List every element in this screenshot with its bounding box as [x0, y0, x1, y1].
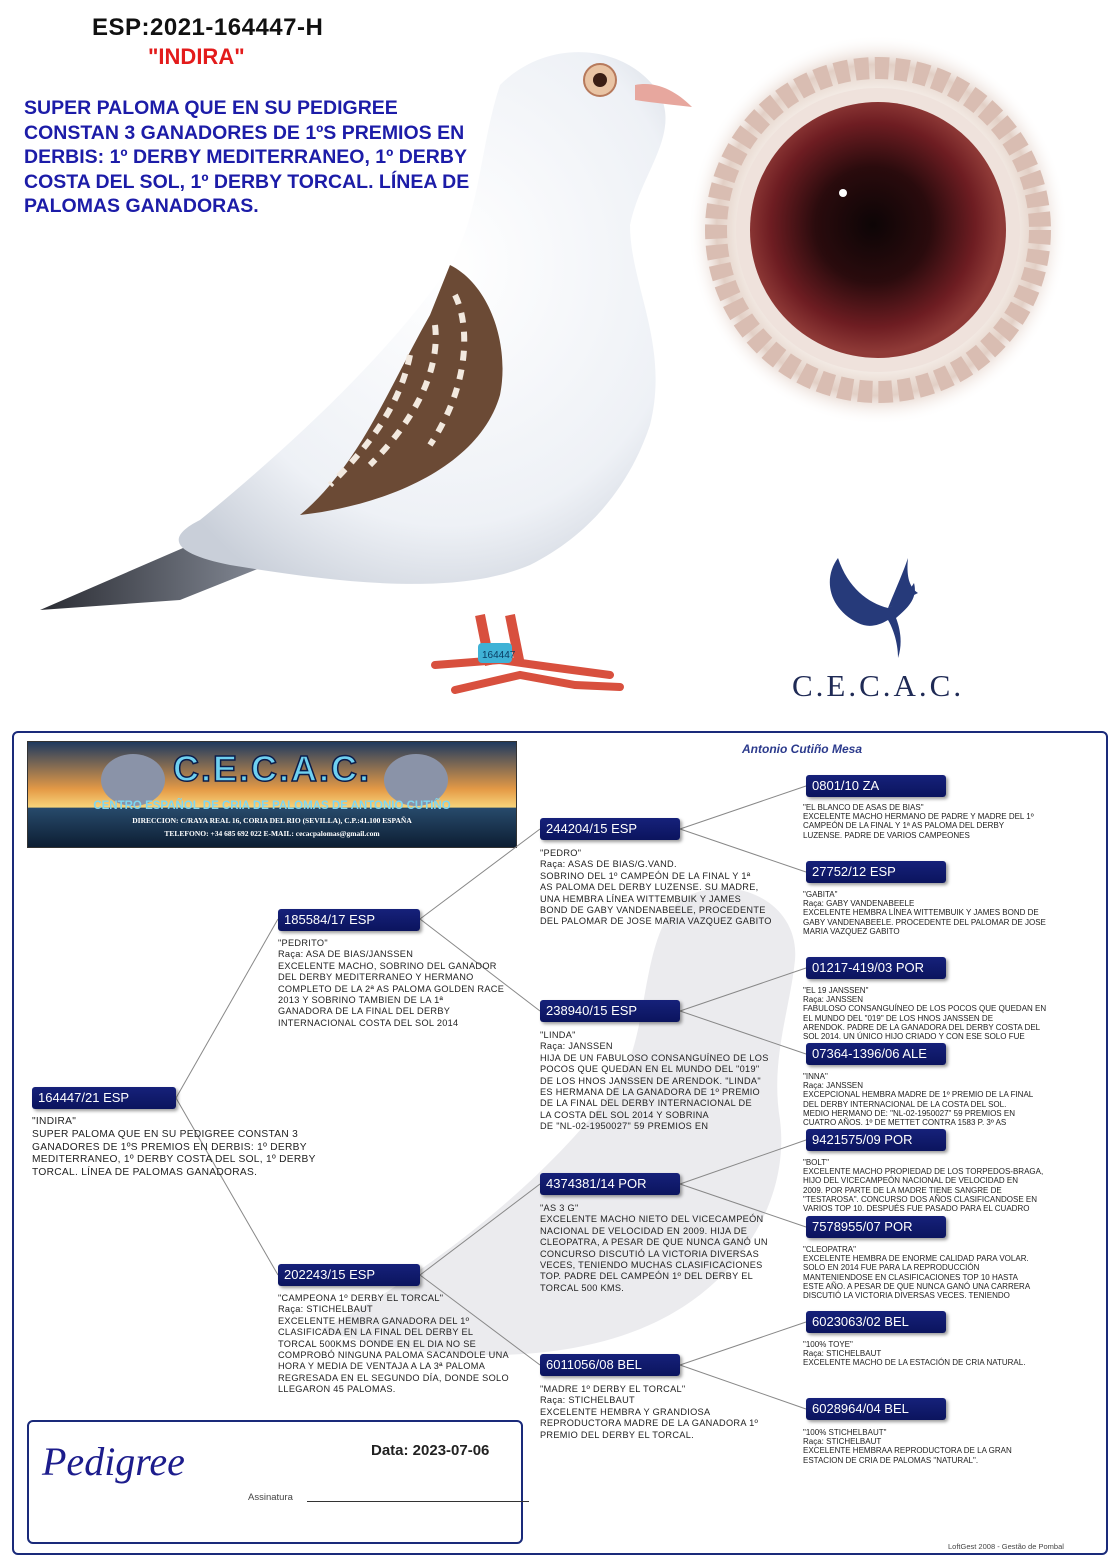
dds-info: "100% TOYE" Raça: STICHELBAUT EXCELENTE MACHO DE LA ESTACIÓN DE CRIA NATURAL.	[803, 1340, 1026, 1368]
banner-title: C.E.C.A.C.	[172, 748, 371, 789]
pigeon-name: "INDIRA"	[148, 44, 245, 69]
software-credit: LoftGest 2008 - Gestão de Pombal	[948, 1542, 1064, 1551]
leg-ring-label: 164447	[482, 650, 516, 661]
dam-sire-info: "AS 3 G" EXCELENTE MACHO NIETO DEL VICECAMPEÓN NACIONAL DE VELOCIDAD EN 2009. HIJA DE CLEOPATRA, A PESAR DE QUE NUNCA GANÓ UN CONCURSO DISCUTIÓ LA VICTORIA DIVERSAS VECES, TENIENDO MUCHAS CLASIFICACIONES TOP. PADRE DEL CAMPEÓN 1º DEL DERBY EL TORCAL 500 KMS.	[540, 1203, 768, 1293]
ddd-ring[interactable]: 6028964/04 BEL	[806, 1398, 946, 1420]
banner-subtitle: CENTRO ESPAÑOL DE CRIA DE PALOMAS DE ANTONIO CUTIÑO	[93, 800, 451, 812]
sire-sire-ring[interactable]: 244204/15 ESP	[540, 818, 680, 840]
dam-ring[interactable]: 202243/15 ESP	[278, 1264, 420, 1286]
sdd-info: "INNA" Raça: JANSSEN EXCEPCIONAL HEMBRA MADRE DE 1º PREMIO DE LA FINAL DEL DERBY INTERNACIONAL DE LA COSTA DEL SOL. MEDIO HERMANO DE: "NL-02-1950027" 59 PREMIOS EN CUATRO AÑOS. 1º DE METTET CONTRA 1583 P. 3º AS	[803, 1072, 1034, 1128]
sire-dam-info: "LINDA" Raça: JANSSEN HIJA DE UN FABULOSO CONSANGUÍNEO DE LOS POCOS QUE QUEDAN EN EL MUNDO DEL "019" DE LOS HNOS JANSSEN DE ARENDOK. "LINDA" ES HERMANA DE LA GANADORA DE 1º PREMIO DE LA FINAL DEL DERBY INTERNACIONAL DE LA COSTA DEL SOL 2014 Y SOBRINA DE "NL-02-1950027" 59 PREMIOS EN	[540, 1030, 769, 1132]
banner-address: DIRECCION: C/RAYA REAL 16, CORIA DEL RIO (SEVILLA), C.P.:41.100 ESPAÑA	[132, 816, 412, 825]
ddd-info: "100% STICHELBAUT" Raça: STICHELBAUT EXCELENTE HEMBRAA REPRODUCTORA DE LA GRAN ESTACION DE CRIA DE PALOMAS "NATURAL".	[803, 1428, 1012, 1465]
pedigree-date: Data: 2023-07-06	[371, 1442, 490, 1459]
sire-dam-ring[interactable]: 238940/15 ESP	[540, 1000, 680, 1022]
sire-sire-info: "PEDRO" Raça: ASAS DE BIAS/G.VAND. SOBRINO DEL 1º CAMPEÓN DE LA FINAL Y 1ª AS PALOMA DEL DERBY LUZENSE. SU MADRE, UNA HEMBRA LÍNEA WITTEMBUIK Y JAMES BOND DE GABY VANDENABEELE, PROCEDENTE DEL PALOMAR DE JOSE MARIA VAZQUEZ GABITO	[540, 848, 772, 927]
dam-sire-ring[interactable]: 4374381/14 POR	[540, 1173, 680, 1195]
sdd-ring[interactable]: 07364-1396/06 ALE	[806, 1043, 946, 1065]
dam-info: "CAMPEONA 1º DERBY EL TORCAL" Raça: STICHELBAUT EXCELENTE HEMBRA GANADORA DEL 1º CLASIFICADA EN LA FINAL DEL DERBY EL TORCAL 500KMS DONDE EN EL DIA NO SE COMPROBÓ NINGUNA PALOMA SACANDOLE UNA HORA Y MEDIA DE VENTAJA A LA 3ª PALOMA REGRESADA EN EL SEGUNDO DÍA, DONDE SOLO LLEGARON 45 PALOMAS.	[278, 1293, 509, 1395]
banner-contact: TELEFONO: +34 685 692 022 E-MAIL: cecacpalomas@gmail.com	[164, 829, 380, 838]
dsd-info: "CLEOPATRA" EXCELENTE HEMBRA DE ENORME CALIDAD PARA VOLAR. SOLO EN 2014 FUE PARA LA REPRODUCCIÓN MANTENIENDOSE EN CLASIFICACIONES TOP 10 HASTA ESTE AÑO. A PESAR DE QUE NUNCA GANÓ UNA CARRERA DISCUTIÓ LA VICTORIA DIVERSAS VECES. TENIENDO	[803, 1245, 1031, 1301]
sds-ring[interactable]: 01217-419/03 POR	[806, 957, 946, 979]
owner-name: Antonio Cutiño Mesa	[742, 742, 862, 756]
ring-id-title: ESP:2021-164447-H	[92, 14, 324, 41]
dam-dam-ring[interactable]: 6011056/08 BEL	[540, 1354, 680, 1376]
ssd-ring[interactable]: 27752/12 ESP	[806, 861, 946, 883]
sire-info: "PEDRITO" Raça: ASA DE BIAS/JANSSEN EXCELENTE MACHO, SOBRINO DEL GANADOR DEL DERBY MEDITERRANEO Y HERMANO COMPLETO DE LA 2ª AS PALOMA GOLDEN RACE 2013 Y SOBRINO TAMBIEN DE LA 1ª GANADORA DE LA FINAL DEL DERBY INTERNACIONAL COSTA DEL SOL 2014	[278, 938, 505, 1028]
pedigree-script-title: Pedigree	[42, 1439, 185, 1484]
pigeon-description: SUPER PALOMA QUE EN SU PEDIGREE CONSTAN 3 GANADORES DE 1ºS PREMIOS EN DERBIS: 1º DERBY MEDITERRANEO, 1º DERBY COSTA DEL SOL, 1º DERBY TORCAL. LÍNEA DE PALOMAS GANADORAS.	[24, 97, 470, 217]
dds-ring[interactable]: 6023063/02 BEL	[806, 1311, 946, 1333]
signature-line[interactable]	[307, 1500, 529, 1502]
ssd-info: "GABITA" Raça: GABY VANDENABEELE EXCELENTE HEMBRA LÍNEA WITTEMBUIK Y JAMES BOND DE GABY VANDENABEELE. PROCEDENTE DEL PALOMAR DE JOSE MARIA VAZQUEZ GABITO	[803, 890, 1046, 936]
sire-ring[interactable]: 185584/17 ESP	[278, 909, 420, 931]
cecac-logo-text: C.E.C.A.C.	[792, 668, 965, 703]
subject-info: "INDIRA" SUPER PALOMA QUE EN SU PEDIGREE CONSTAN 3 GANADORES DE 1ºS PREMIOS EN DERBIS: 1º DERBY MEDITERRANEO, 1º DERBY COSTA DEL SOL, 1º DERBY TORCAL. LÍNEA DE PALOMAS GANADORAS.	[32, 1116, 316, 1179]
dss-ring[interactable]: 9421575/09 POR	[806, 1129, 946, 1151]
subject-ring[interactable]: 164447/21 ESP	[32, 1087, 176, 1109]
sss-info: "EL BLANCO DE ASAS DE BIAS" EXCELENTE MACHO HERMANO DE PADRE Y MADRE DEL 1º CAMPEÓN DE LA FINAL Y 1ª AS PALOMA DEL DERBY LUZENSE. PADRE DE VARIOS CAMPEONES	[803, 803, 1034, 840]
sss-ring[interactable]: 0801/10 ZA	[806, 775, 946, 797]
dam-dam-info: "MADRE 1º DERBY EL TORCAL" Raça: STICHELBAUT EXCELENTE HEMBRA Y GRANDIOSA REPRODUCTORA MADRE DE LA GANADORA 1º PREMIO DEL DERBY EL TORCAL.	[540, 1384, 759, 1440]
dsd-ring[interactable]: 7578955/07 POR	[806, 1216, 946, 1238]
sds-info: "EL 19 JANSSEN" Raça: JANSSEN FABULOSO CONSANGUÍNEO DE LOS POCOS QUE QUEDAN EN EL MUNDO DEL "019" DE LOS HNOS JANSSEN DE ARENDOK. PADRE DE LA GANADORA DEL DERBY COSTA DEL SOL 2014. UN ÚNICO HIJO CRIADO Y CON ESE SOLO FUE	[803, 986, 1047, 1042]
dss-info: "BOLT" EXCELENTE MACHO PROPIEDAD DE LOS TORPEDOS-BRAGA, HIJO DEL VICECAMPEÓN NACIONAL DE VELOCIDAD EN 2009. POR PARTE DE LA MADRE TIENE SANGRE DE "TESTAROSA". CONCURSO DOS AÑOS CLASIFICANDOSE EN VARIOS TOP 10. DESPUÉS FUE PASADO PARA EL CUADRO	[803, 1158, 1044, 1214]
signature-label: Assinatura	[248, 1492, 293, 1503]
